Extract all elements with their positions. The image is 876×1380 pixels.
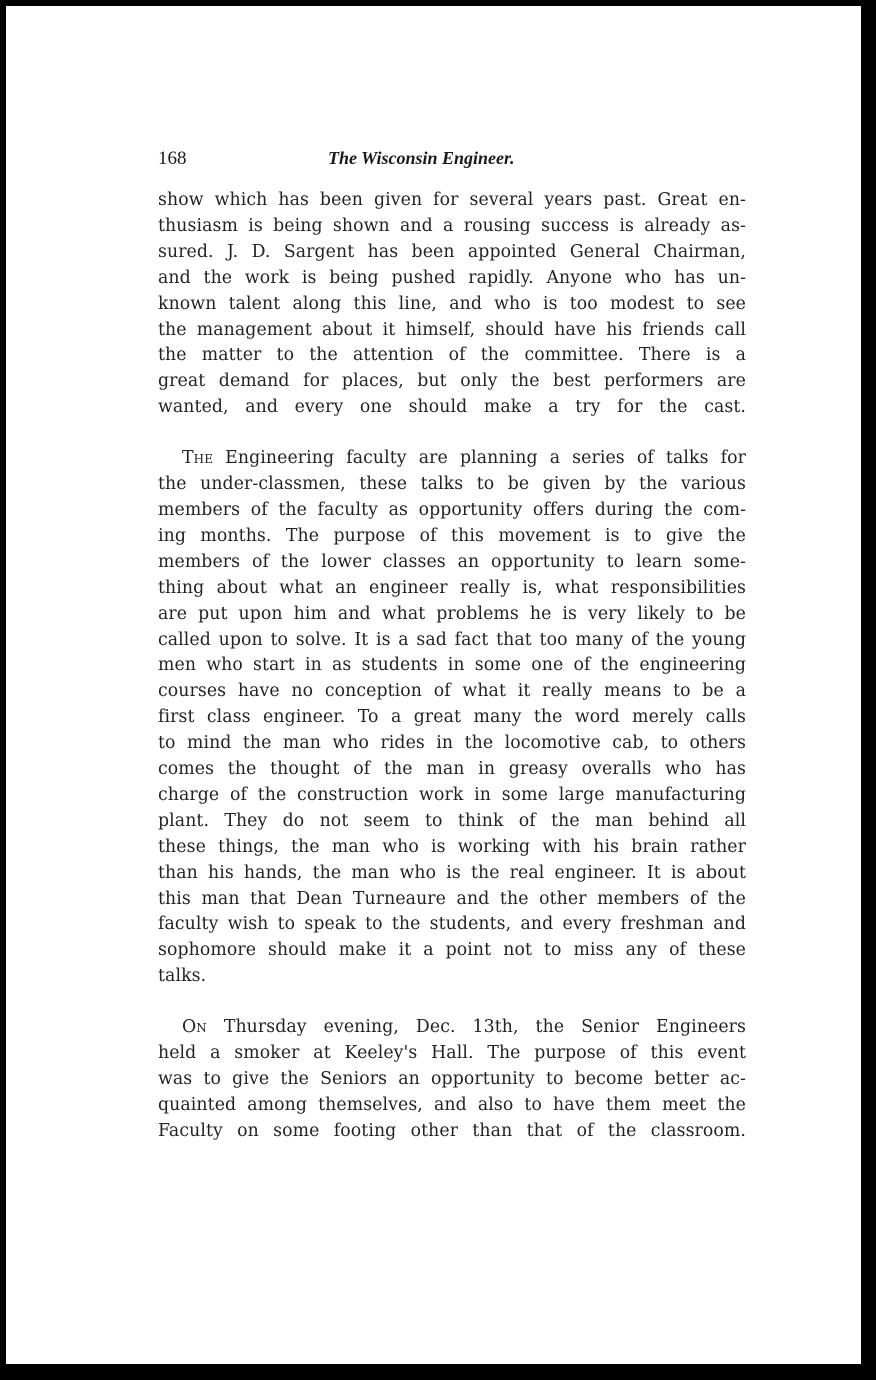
text-line: members of the lower classes an opportunity to learn some- (158, 551, 746, 572)
book-page (6, 6, 861, 1364)
text-line: plant. They do not seem to think of the man behind all (158, 810, 746, 831)
page-number: 168 (158, 148, 187, 169)
text-line-rest: Engineering faculty are planning a series of talks for (213, 448, 746, 469)
text-line-rest: Thursday evening, Dec. 13th, the Senior Engineers (206, 1017, 746, 1038)
text-line: held a smoker at Keeley's Hall. The purpose of this event (158, 1043, 746, 1064)
text-line: are put upon him and what problems he is very likely to be (158, 603, 746, 624)
text-line: great demand for places, but only the best performers are (158, 371, 746, 392)
text-line: the matter to the attention of the committee. There is a (158, 345, 746, 366)
text-line: show which has been given for several years past. Great en- (158, 190, 746, 210)
text-line-last: talks. (158, 966, 207, 987)
text-line: called upon to solve. It is a sad fact that too many of the young (158, 629, 746, 650)
lead-in-word: On (182, 1017, 207, 1038)
text-line: and the work is being pushed rapidly. Anyone who has un- (158, 267, 746, 288)
text-line: than his hands, the man who is the real engineer. It is about (158, 862, 746, 883)
text-line: thusiasm is being shown and a rousing success is already as- (158, 215, 746, 236)
text-line: Faculty on some footing other than that of the classroom. (158, 1120, 746, 1141)
text-line-first (158, 446, 746, 472)
text-line: to mind the man who rides in the locomotive cab, to others (158, 733, 746, 754)
text-line: known talent along this line, and who is too modest to see (158, 293, 746, 314)
text-line: the management about it himself, should have his friends call (158, 319, 746, 340)
text-line: ing months. The purpose of this movement is to give the (158, 525, 746, 546)
text-line: charge of the construction work in some large manufacturing (158, 784, 746, 805)
text-line: faculty wish to speak to the students, and every freshman and (158, 914, 746, 935)
text-line: was to give the Seniors an opportunity to become better ac- (158, 1069, 746, 1089)
text-line: wanted, and every one should make a try for the cast. (158, 397, 746, 418)
text-line: these things, the man who is working with his brain rather (158, 836, 746, 857)
text-line: the under-classmen, these talks to be given by the various (158, 474, 746, 495)
lead-in-word: The (182, 448, 214, 469)
text-line: this man that Dean Turneaure and the other members of the (158, 888, 746, 909)
text-line: comes the thought of the man in greasy overalls who has (158, 759, 746, 780)
text-line: sured. J. D. Sargent has been appointed General Chairman, (158, 241, 746, 262)
text-line: sophomore should make it a point not to miss any of these (158, 940, 746, 961)
text-line: thing about what an engineer really is, what responsibilities (158, 577, 746, 598)
text-line: men who start in as students in some one of the engineering (158, 655, 746, 676)
text-line: quainted among themselves, and also to have them meet the (158, 1094, 746, 1115)
article-body (158, 188, 746, 1145)
text-line: first class engineer. To a great many the word merely calls (158, 707, 746, 728)
paragraph-2 (158, 446, 746, 990)
text-line-first (158, 1015, 746, 1041)
paragraph-3 (158, 1015, 746, 1145)
text-line: courses have no conception of what it really means to be a (158, 681, 746, 702)
running-title: The Wisconsin Engineer. (328, 148, 515, 168)
text-line: members of the faculty as opportunity offers during the com- (158, 499, 746, 520)
paragraph-1 (158, 188, 746, 421)
